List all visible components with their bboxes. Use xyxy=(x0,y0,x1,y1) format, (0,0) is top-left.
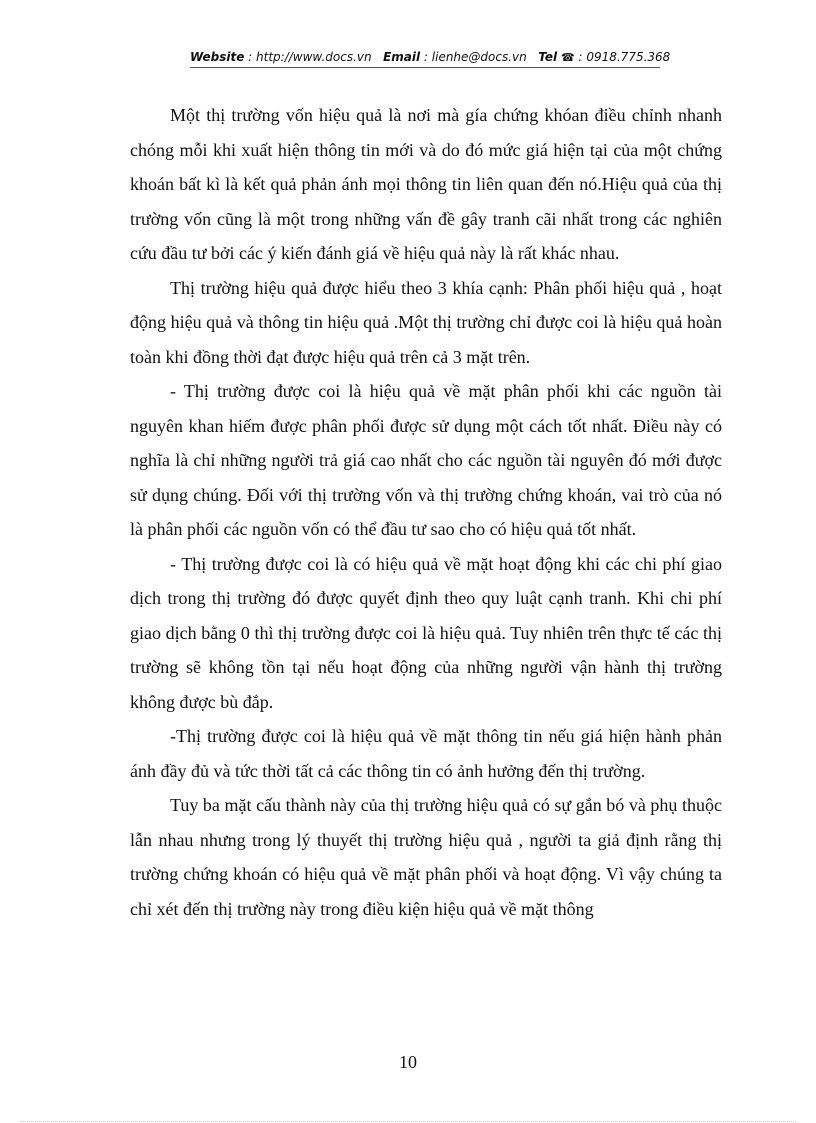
body-text xyxy=(130,98,722,926)
paragraph: -Thị trường được coi là hiệu quả về mặt thông tin nếu giá hiện hành phản ánh đầy đủ và tức thời tất cả các thông tin có ảnh hưởng đến thị trường. xyxy=(130,726,722,781)
email-link[interactable]: : lienhe@docs.vn xyxy=(423,50,527,64)
paragraph: - Thị trường được coi là có hiệu quả về mặt hoạt động khi các chi phí giao dịch trong thị trường đó được quyết định theo quy luật cạnh tranh. Khi chi phí giao dịch bằng 0 thì thị trường được coi là hiệu quả. Tuy nhiên trên thực tế các thị trường sẽ không tồn tại nếu hoạt động của những người vận hành thị trường không được bù đắp. xyxy=(130,553,722,712)
paragraph: Tuy ba mặt cấu thành này của thị trường hiệu quả có sự gắn bó và phụ thuộc lẫn nhau nhưng trong lý thuyết thị trường hiệu quả , người ta giả định rằng thị trường chứng khoán có hiệu quả về mặt phân phối và hoạt động. Vì vậy chúng ta chỉ xét đến thị trường này trong điều kiện hiệu quả về mặt thông xyxy=(130,795,722,919)
page-number: 10 xyxy=(399,1052,417,1072)
website-label: Website xyxy=(190,50,245,64)
website-link[interactable]: : http://www.docs.vn xyxy=(248,50,372,64)
page-header xyxy=(190,50,671,68)
email-label: Email xyxy=(383,50,421,64)
paragraph: Một thị trường vốn hiệu quả là nơi mà gía chứng khóan điều chỉnh nhanh chóng mỗi khi xuất hiện thông tin mới và do đó mức giá hiện tại của một chứng khoán bất kì là kết quả phản ánh mọi thông tin liên quan đến nó.Hiệu quả của thị trường vốn cũng là một trong những vấn đề gây tranh cãi nhất trong các nghiên cứu đầu tư bởi các ý kiến đánh giá về hiệu quả này là rất khác nhau. xyxy=(130,105,722,263)
page-bottom-divider xyxy=(20,1121,796,1122)
tel-label: Tel xyxy=(538,50,558,64)
paragraph: Thị trường hiệu quả được hiểu theo 3 khía cạnh: Phân phối hiệu quả , hoạt động hiệu quả và thông tin hiệu quả .Một thị trường chỉ được coi là hiệu quả hoàn toàn khi đồng thời đạt được hiệu quả trên cả 3 mặt trên. xyxy=(130,277,722,367)
phone-icon: ☎ xyxy=(560,51,575,64)
paragraph: - Thị trường được coi là hiệu quả về mặt phân phối khi các nguồn tài nguyên khan hiếm được phân phối được sử dụng một cách tốt nhất. Điều này có nghĩa là chỉ những người trả giá cao nhất cho các nguồn tài nguyên đó mới được sử dụng chúng. Đối với thị trường vốn và thị trường chứng khoán, vai trò của nó là phân phối các nguồn vốn có thể đầu tư sao cho có hiệu quả tốt nhất. xyxy=(130,381,722,539)
tel-value: : 0918.775.368 xyxy=(578,50,671,64)
